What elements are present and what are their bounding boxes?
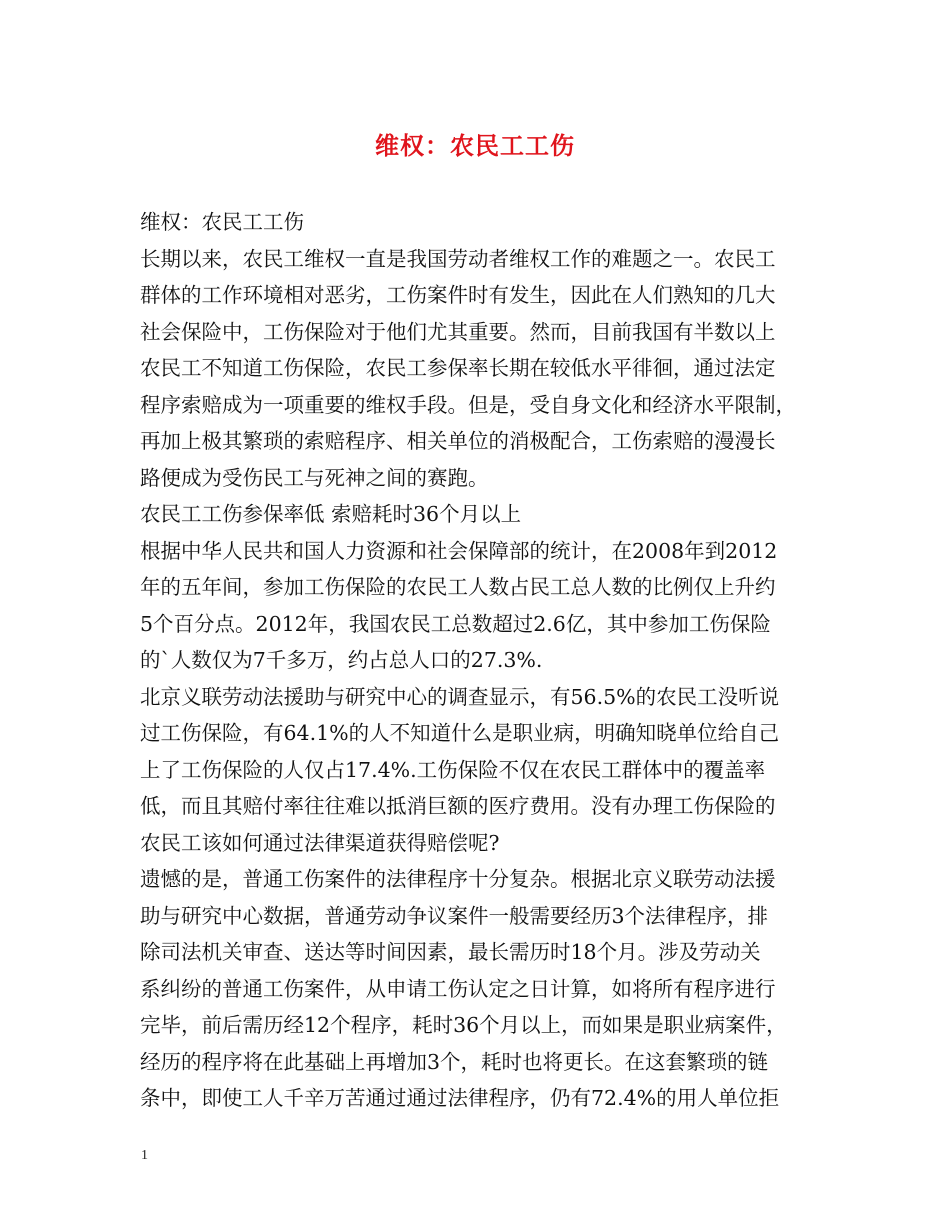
body-line: 除司法机关审查、送达等时间因素，最长需历时18个月。涉及劳动关	[140, 940, 761, 964]
body-line: 5个百分点。2012年，我国农民工总数超过2.6亿，其中参加工伤保险	[140, 611, 771, 636]
body-line: 助与研究中心数据，普通劳动争议案件一般需要经历3个法律程序，排	[140, 903, 769, 928]
section-heading: 农民工工伤参保率低 索赔耗时36个月以上	[140, 502, 522, 526]
body-line: 农民工不知道工伤保险，农民工参保率长期在较低水平徘徊，通过法定	[140, 356, 776, 380]
body-line: 完毕，前后需历经12个程序，耗时36个月以上，而如果是职业病案件，	[140, 1013, 787, 1037]
body-line: 社会保险中，工伤保险对于他们尤其重要。然而，目前我国有半数以上	[140, 319, 776, 344]
body-line: 的`人数仅为7千多万，约占总人口的27.3%.	[140, 648, 543, 672]
body-line: 过工伤保险，有64.1%的人不知道什么是职业病，明确知晓单位给自己	[140, 721, 780, 745]
body-line: 路便成为受伤民工与死神之间的赛跑。	[140, 465, 489, 490]
body-line: 长期以来，农民工维权一直是我国劳动者维权工作的难题之一。农民工	[140, 246, 776, 271]
body-line: 再加上极其繁琐的索赔程序、相关单位的消极配合，工伤索赔的漫漫长	[140, 429, 776, 453]
body-line: 农民工该如何通过法律渠道获得赔偿呢?	[140, 830, 500, 855]
document-body	[140, 204, 830, 1117]
body-line: 年的五年间，参加工伤保险的农民工人数占民工总人数的比例仅上升约	[140, 575, 776, 599]
body-line: 程序索赔成为一项重要的维权手段。但是，受自身文化和经济水平限制，	[140, 392, 796, 417]
page-number: 1	[141, 1148, 148, 1163]
body-line: 维权：农民工工伤	[140, 210, 304, 234]
body-line: 群体的工作环境相对恶劣，工伤案件时有发生，因此在人们熟知的几大	[140, 283, 776, 307]
body-line: 上了工伤保险的人仅占17.4%.工伤保险不仅在农民工群体中的覆盖率	[140, 757, 766, 782]
body-line: 条中，即使工人千辛万苦通过通过法律程序，仍有72.4%的用人单位拒	[140, 1086, 780, 1110]
body-line: 低，而且其赔付率往往难以抵消巨额的医疗费用。没有办理工伤保险的	[140, 794, 776, 818]
body-line: 系纠纷的普通工伤案件，从申请工伤认定之日计算，如将所有程序进行	[140, 976, 776, 1001]
document-title: 维权：农民工工伤	[375, 131, 575, 160]
body-line: 遗憾的是，普通工伤案件的法律程序十分复杂。根据北京义联劳动法援	[140, 867, 776, 891]
body-line: 根据中华人民共和国人力资源和社会保障部的统计，在2008年到2012	[140, 538, 778, 563]
body-line: 北京义联劳动法援助与研究中心的调查显示，有56.5%的农民工没听说	[140, 684, 780, 709]
body-line: 经历的程序将在此基础上再增加3个，耗时也将更长。在这套繁琐的链	[140, 1049, 769, 1074]
